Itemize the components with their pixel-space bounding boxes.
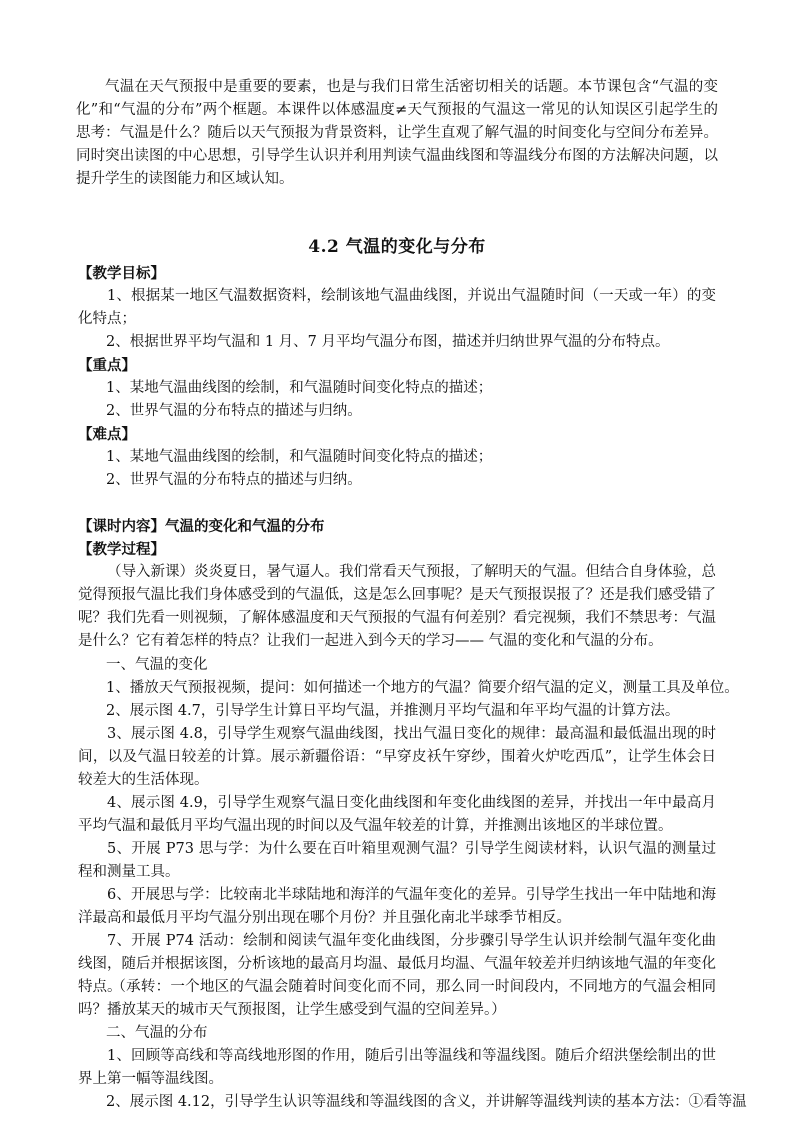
transition-note: （承转：一个地区的气温会随着时间变化而不同，那么同一时间段内，不同地方的气温会相同吗？播放某天的城市天气预报图，让学生感受到气温的空间差异。） (78, 979, 716, 1018)
lesson-content-label: 【课时内容】 (78, 518, 165, 535)
process-heading: 【教学过程】 (78, 541, 165, 558)
objective-item-2: 2、根据世界平均气温和 1 月、7 月平均气温分布图，描述并归纳世界气温的分布特点。 (106, 334, 670, 350)
section-1-item-2: 2、展示图 4.7，引导学生计算日平均气温，并推测月平均气温和年平均气温的计算方法。 (106, 703, 680, 719)
objective-item-1: 1、根据某一地区气温数据资料，绘制该地气温曲线图，并说出气温随时间（一天或一年）的变化特点； (78, 288, 716, 327)
objectives-heading: 【教学目标】 (78, 265, 165, 282)
intro-paragraph: 气温在天气预报中是重要的要素，也是与我们日常生活密切相关的话题。本节课包含“气温的变化”和“气温的分布”两个框题。本课件以体感温度≠天气预报的气温这一常见的认知误区引起学生的思考：气温是什么？随后以天气预报为背景资料，让学生直观了解气温的时间变化与空间分布差异。同时突出读图的中心思想，引导学生认识并利用判读气温曲线图和等温线分布图的方法解决问题，以提升学生的读图能力和区域认知。 (76, 79, 718, 187)
difficulty-item-2: 2、世界气温的分布特点的描述与归纳。 (106, 472, 362, 488)
key-point-item-1: 1、某地气温曲线图的绘制，和气温随时间变化特点的描述； (106, 380, 493, 396)
section-1-item-6: 6、开展思与学：比较南北半球陆地和海洋的气温年变化的差异。引导学生找出一年中陆地和海洋最高和最低月平均气温分别出现在哪个月份？并且强化南北半球季节相反。 (78, 887, 716, 926)
section-1-item-7: 7、开展 P74 活动：绘制和阅读气温年变化曲线图，分步骤引导学生认识并绘制气温年变化曲线图，随后并根据该图，分析该地的最高月均温、最低月均温、气温年较差并归纳该地气温的年变化特点。 (78, 933, 716, 995)
key-points-heading: 【重点】 (78, 357, 136, 374)
difficulty-item-1: 1、某地气温曲线图的绘制，和气温随时间变化特点的描述； (106, 449, 493, 465)
section-1-item-3: 3、展示图 4.8，引导学生观察气温曲线图，找出气温日变化的规律：最高温和最低温出现的时间，以及气温日较差的计算。展示新疆俗语：“早穿皮袄午穿纱，围着火炉吃西瓜”，让学生体会日较差大的生活体现。 (78, 726, 716, 788)
section-1-item-1: 1、播放天气预报视频，提问：如何描述一个地方的气温？简要介绍气温的定义，测量工具及单位。 (106, 680, 739, 696)
section-2-item-2: 2、展示图 4.12，引导学生认识等温线和等温线图的含义，并讲解等温线判读的基本方法：①看等温 (106, 1094, 747, 1110)
lesson-content-text: 气温的变化和气温的分布 (165, 518, 325, 535)
lesson-title: 4.2 气温的变化与分布 (308, 237, 486, 257)
difficulties-heading: 【难点】 (78, 426, 136, 443)
key-point-item-2: 2、世界气温的分布特点的描述与归纳。 (106, 403, 362, 419)
process-intro: （导入新课）炎炎夏日，暑气逼人。我们常看天气预报，了解明天的气温。但结合自身体验，总觉得预报气温比我们身体感受到的气温低，这是怎么回事呢？是天气预报误报了？还是我们感受错了呢？我们先看一则视频，了解体感温度和天气预报的气温有何差别？看完视频，我们不禁思考：气温是什么？它有着怎样的特点？让我们一起进入到今天的学习—— 气温的变化和气温的分布。 (78, 564, 716, 649)
section-1-heading: 一、气温的变化 (106, 657, 208, 673)
section-1-item-5: 5、开展 P73 思与学：为什么要在百叶箱里观测气温？引导学生阅读材料，认识气温的测量过程和测量工具。 (78, 841, 716, 880)
section-1-item-4: 4、展示图 4.9，引导学生观察气温日变化曲线图和年变化曲线图的差异，并找出一年中最高月平均气温和最低月平均气温出现的时间以及气温年较差的计算，并推测出该地区的半球位置。 (78, 795, 716, 834)
section-2-item-1: 1、回顾等高线和等高线地形图的作用，随后引出等温线和等温线图。随后介绍洪堡绘制出的世界上第一幅等温线图。 (78, 1048, 716, 1087)
section-2-heading: 二、气温的分布 (106, 1025, 208, 1041)
lesson-content-line (0, 515, 794, 538)
